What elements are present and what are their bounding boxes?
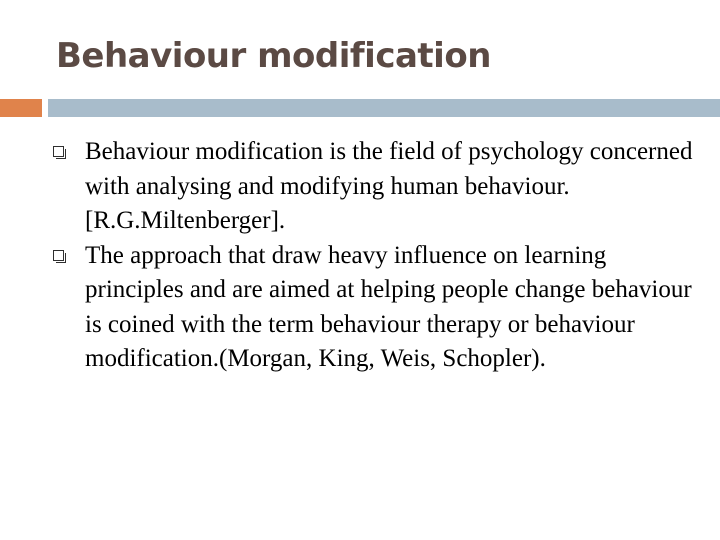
bullet-item: [53, 135, 703, 239]
hollow-square-bullet-icon: [53, 146, 64, 157]
title-rule-blue-bar: [48, 99, 720, 117]
bullet-text: Behaviour modification is the field of psychology concerned with analysing and modifying human behaviour.[R.G.Miltenberger].: [85, 138, 693, 234]
title-rule-orange-accent: [0, 99, 42, 117]
hollow-square-bullet-icon: [53, 250, 64, 261]
slide-title: Behaviour modification: [56, 36, 491, 76]
bullet-item: [53, 239, 703, 377]
bullet-text: The approach that draw heavy influence on learning principles and are aimed at helping people change behaviour is coined with the term behaviour therapy or behaviour modification.(Morgan, King, Weis, Schopler).: [85, 241, 692, 372]
bullet-list: [53, 135, 703, 377]
